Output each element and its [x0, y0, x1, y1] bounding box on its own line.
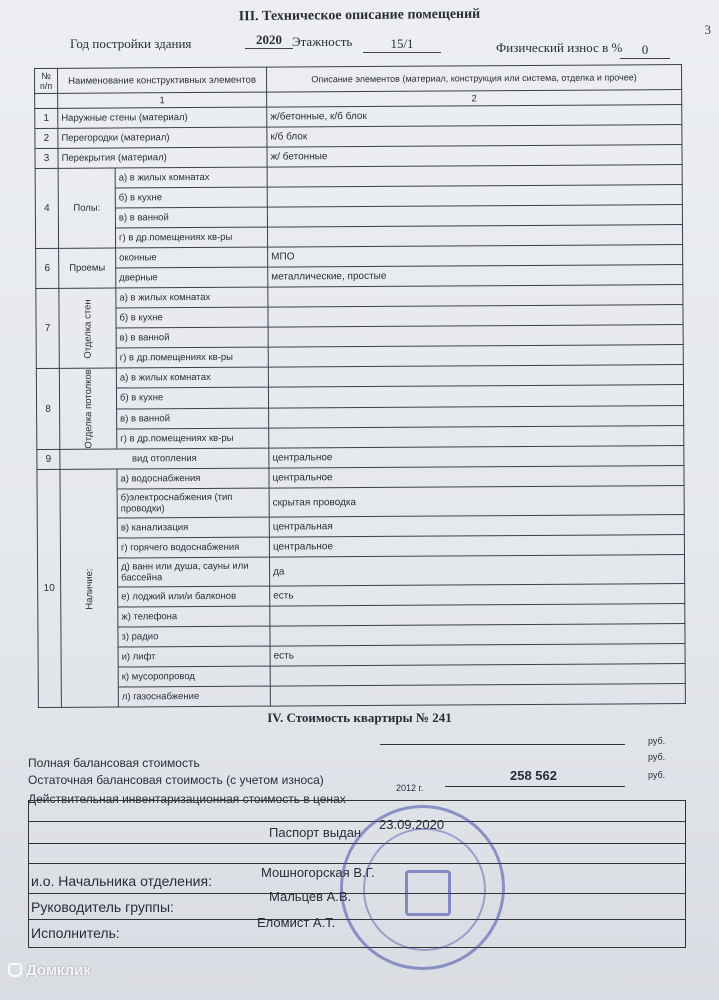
col-idx2: 2 [267, 90, 682, 108]
domclick-watermark: Домклик [8, 962, 91, 979]
rub-label: руб. [648, 752, 666, 762]
page-number: 3 [704, 22, 711, 37]
ceilings-group: Отделка потолков [82, 368, 94, 449]
group-leader-name: Мальцев А.В. [269, 889, 352, 904]
table-row: ж) телефона [38, 604, 685, 628]
table-row: г) в др.помещениях кв-ры [37, 425, 684, 449]
price-year: 2012 г. [396, 783, 424, 793]
head-label: и.о. Начальника отделения: [31, 873, 212, 889]
house-icon [8, 963, 22, 977]
floors-group: Полы: [58, 168, 115, 248]
head-name: Мошногорская В.Г. [261, 865, 375, 880]
rub-label: руб. [648, 770, 666, 780]
wear-label: Физический износ в % [496, 40, 623, 55]
table-row: б) в кухне [35, 185, 682, 209]
table-row: г) горячего водоснабжения центральное [37, 535, 684, 559]
section4-title: IV. Стоимость квартиры № 241 [267, 710, 452, 725]
table-row: 4 Полы: а) в жилых комнатах [35, 165, 682, 189]
table-row: в) в ванной [35, 205, 682, 229]
floors-value: 15/1 [390, 36, 414, 51]
table-row: д) ванн или душа, сауны или бассейна да [37, 555, 684, 588]
technical-table [34, 64, 686, 708]
table-row: л) газоснабжение [38, 684, 685, 708]
table-row: г) в др.помещениях кв-ры [36, 345, 683, 369]
table-row: б) в кухне [36, 305, 683, 329]
passport-issued-date: 23.09.2020 [379, 817, 445, 832]
table-row: б) в кухне [36, 385, 683, 409]
table-row: з) радио [38, 624, 685, 648]
executor-label: Исполнитель: [31, 925, 120, 941]
rub-label: руб. [648, 736, 666, 746]
year-value: 2020 [256, 32, 282, 47]
building-info [60, 32, 680, 64]
table-row: 8 Отделка потолков а) в жилых комнатах [36, 365, 683, 389]
table-row: и) лифт есть [38, 644, 685, 668]
section3-title: III. Техническое описание помещений [238, 6, 481, 25]
table-row: в) канализация центральная [37, 515, 684, 539]
actual-cost-label: Действительная инвентаризационная стоимость в ценах [28, 792, 346, 806]
residual-cost-label: Остаточная балансовая стоимость (с учетом износа) [28, 773, 324, 787]
table-row: в) в ванной [36, 325, 683, 349]
col-idx1: 1 [58, 92, 267, 108]
walls-group: Отделка стен [81, 298, 94, 358]
group-leader-label: Руководитель группы: [31, 899, 174, 915]
table-row: б)электроснабжения (тип проводки) скрытая проводка [37, 486, 684, 519]
table-row: 9 вид отопления центральное [37, 446, 684, 470]
col-desc-header: Описание элементов (материал, конструкция или система, отделка и прочее) [266, 65, 681, 93]
executor-name: Еломист А.Т. [257, 915, 336, 930]
col-name-header: Наименование конструктивных элементов [58, 67, 267, 93]
table-row: 6 Проемы оконные МПО [36, 245, 683, 269]
table-row: 2 Перегородки (материал) к/б блок [35, 125, 682, 149]
table-row: 7 Отделка стен а) в жилых комнатах [36, 285, 683, 309]
table-row: в) в ванной [37, 405, 684, 429]
residual-cost-value: 258 562 [510, 768, 557, 783]
table-row: е) лоджий или/и балконов есть [38, 584, 685, 608]
col-num-header: № п/п [35, 68, 58, 93]
full-cost-label: Полная балансовая стоимость [28, 756, 200, 770]
openings-group: Проемы [59, 248, 116, 288]
floors-label: Этажность [292, 34, 353, 49]
table-row: дверные металлические, простые [36, 265, 683, 289]
table-row: г) в др.помещениях кв-ры [35, 225, 682, 249]
table-row: 1 Наружные стены (материал) ж/бетонные, к/б блок [35, 105, 682, 129]
wear-value: 0 [641, 42, 649, 57]
official-stamp [340, 805, 505, 970]
table-row: к) мусоропровод [38, 664, 685, 688]
table-row: 3 Перекрытия (материал) ж/ бетонные [35, 145, 682, 169]
year-label: Год постройки здания [70, 36, 192, 51]
passport-issued-label: Паспорт выдан [269, 825, 362, 840]
table-row: 10 Наличие: а) водоснабжения центральное [37, 466, 684, 490]
availability-group: Наличие: [83, 567, 95, 609]
